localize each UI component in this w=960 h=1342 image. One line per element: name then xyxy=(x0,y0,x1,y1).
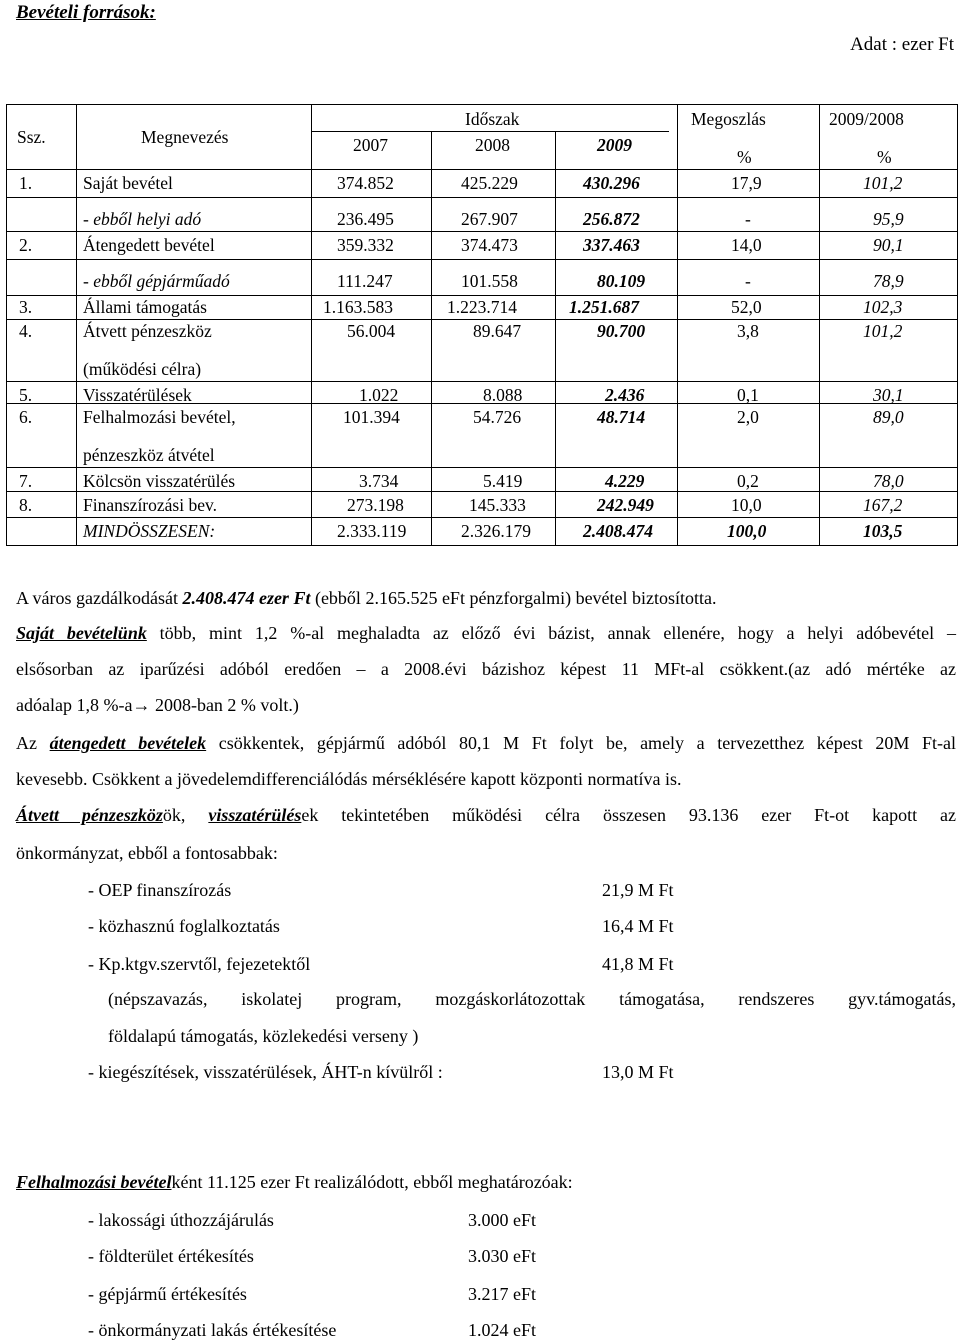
row3-2007: 1.163.583 xyxy=(323,297,393,317)
list1-item-value: 16,4 M Ft xyxy=(602,916,674,936)
paragraph-received-line2: önkormányzat, ebből a fontosabbak: xyxy=(16,843,278,863)
row6-name: Felhalmozási bevétel, xyxy=(83,407,236,427)
revenue-table xyxy=(6,104,958,546)
row2-share: 14,0 xyxy=(731,235,762,255)
row4-share: 3,8 xyxy=(737,321,759,341)
row1a-2007: 236.495 xyxy=(337,209,394,229)
row6-no: 6. xyxy=(19,407,33,427)
row1-name: Saját bevétel xyxy=(83,173,173,193)
row1-2009: 430.296 xyxy=(583,173,640,193)
row1-ratio: 101,2 xyxy=(863,173,903,193)
row1a-share: - xyxy=(745,209,751,229)
row5-ratio: 30,1 xyxy=(873,385,904,405)
row7-2008: 5.419 xyxy=(483,471,523,491)
row6-share: 2,0 xyxy=(737,407,759,427)
row8-2008: 145.333 xyxy=(469,495,526,515)
row6-2008: 54.726 xyxy=(473,407,522,427)
row1a-2008: 267.907 xyxy=(461,209,518,229)
total-name: MINDÖSSZESEN: xyxy=(83,521,216,541)
row4-name2: (működési célra) xyxy=(83,359,202,379)
list1-note-line2: földalapú támogatás, közlekedési verseny ) xyxy=(108,1026,419,1046)
list1-item-label: - közhasznú foglalkoztatás xyxy=(88,916,280,936)
row5-share: 0,1 xyxy=(737,385,759,405)
row6-2009: 48.714 xyxy=(597,407,646,427)
list2-item-label: - földterület értékesítés xyxy=(88,1246,254,1266)
row1a-ratio: 95,9 xyxy=(873,209,904,229)
row2a-ratio: 78,9 xyxy=(873,271,904,291)
row1-share: 17,9 xyxy=(731,173,762,193)
row6-name2: pénzeszköz átvétel xyxy=(83,445,215,465)
header-share: Megoszlás xyxy=(691,109,766,129)
header-period: Időszak xyxy=(465,109,520,129)
row7-ratio: 78,0 xyxy=(873,471,904,491)
list1-item-label: - Kp.ktgv.szervtől, fejezetektől xyxy=(88,954,311,974)
row2-ratio: 90,1 xyxy=(873,235,904,255)
row8-ratio: 167,2 xyxy=(863,495,903,515)
total-share: 100,0 xyxy=(727,521,767,541)
row3-2009: 1.251.687 xyxy=(569,297,639,317)
header-2009: 2009 xyxy=(597,135,632,155)
row2a-2007: 111.247 xyxy=(337,271,393,291)
row2-2007: 359.332 xyxy=(337,235,394,255)
row1-no: 1. xyxy=(19,173,33,193)
row7-share: 0,2 xyxy=(737,471,759,491)
list1-item-value: 21,9 M Ft xyxy=(602,880,674,900)
list2-item-value: 3.000 eFt xyxy=(468,1210,537,1230)
header-2007: 2007 xyxy=(353,135,388,155)
list2-item-label: - gépjármű értékesítés xyxy=(88,1284,247,1304)
header-name: Megnevezés xyxy=(141,127,229,147)
row1a-2009: 256.872 xyxy=(583,209,640,229)
row6-ratio: 89,0 xyxy=(873,407,904,427)
row7-2009: 4.229 xyxy=(605,471,645,491)
list1-extra-value: 13,0 M Ft xyxy=(602,1062,674,1082)
row2-2008: 374.473 xyxy=(461,235,518,255)
header-share-unit: % xyxy=(737,147,752,167)
row3-no: 3. xyxy=(19,297,33,317)
header-2008: 2008 xyxy=(475,135,510,155)
row2-2009: 337.463 xyxy=(583,235,640,255)
row2-no: 2. xyxy=(19,235,33,255)
paragraph-capital-revenue: Felhalmozási bevételként 11.125 ezer Ft realizálódott, ebből meghatározóak: xyxy=(16,1172,573,1192)
paragraph-transferred-line1: Az átengedett bevételek csökkentek, gépjármű adóból 80,1 M Ft folyt be, amely a tervezetthez képest 20M Ft-al xyxy=(16,733,957,753)
total-2008: 2.326.179 xyxy=(461,521,531,541)
row4-2008: 89.647 xyxy=(473,321,522,341)
paragraph-summary: A város gazdálkodását 2.408.474 ezer Ft (ebből 2.165.525 eFt pénzforgalmi) bevétel biztosította. xyxy=(16,588,717,608)
list2-item-value: 1.024 eFt xyxy=(468,1320,537,1340)
paragraph-own-revenue-line1: Saját bevételünk több, mint 1,2 %-al meghaladta az előző évi bázist, annak ellenére, hogy a helyi adóbevétel – xyxy=(16,623,957,643)
row4-ratio: 101,2 xyxy=(863,321,903,341)
row2a-2009: 80.109 xyxy=(597,271,646,291)
row7-name: Kölcsön visszatérülés xyxy=(83,471,236,491)
total-ratio: 103,5 xyxy=(863,521,903,541)
row2-name: Átengedett bevétel xyxy=(83,235,215,255)
row2a-share: - xyxy=(745,271,751,291)
row4-2007: 56.004 xyxy=(347,321,396,341)
row5-no: 5. xyxy=(19,385,33,405)
row2a-2008: 101.558 xyxy=(461,271,518,291)
row5-2008: 8.088 xyxy=(483,385,523,405)
row5-2009: 2.436 xyxy=(605,385,645,405)
row6-2007: 101.394 xyxy=(343,407,400,427)
row3-share: 52,0 xyxy=(731,297,762,317)
header-ssz: Ssz. xyxy=(17,127,46,147)
list1-item-label: - OEP finanszírozás xyxy=(88,880,232,900)
list2-item-label: - önkormányzati lakás értékesítése xyxy=(88,1320,337,1340)
row8-share: 10,0 xyxy=(731,495,762,515)
row1a-name: - ebből helyi adó xyxy=(83,209,202,229)
header-ratio: 2009/2008 xyxy=(829,109,904,129)
list1-extra-label: - kiegészítések, visszatérülések, ÁHT-n kívülről : xyxy=(88,1062,443,1082)
row7-no: 7. xyxy=(19,471,33,491)
row8-2009: 242.949 xyxy=(597,495,654,515)
unit-label: Adat : ezer Ft xyxy=(850,34,954,55)
row5-2007: 1.022 xyxy=(359,385,399,405)
row8-2007: 273.198 xyxy=(347,495,404,515)
row1-2008: 425.229 xyxy=(461,173,518,193)
row4-no: 4. xyxy=(19,321,33,341)
paragraph-own-revenue-line2: elsősorban az iparűzési adóból eredően – a 2008.évi bázishoz képest 11 MFt-al csökkent.(az adó mértéke az xyxy=(16,659,956,679)
row4-name: Átvett pénzeszköz xyxy=(83,321,212,341)
row5-name: Visszatérülések xyxy=(83,385,192,405)
list2-item-value: 3.030 eFt xyxy=(468,1246,537,1266)
row1-2007: 374.852 xyxy=(337,173,394,193)
row2a-name: - ebből gépjárműadó xyxy=(83,271,230,291)
row8-no: 8. xyxy=(19,495,33,515)
list2-item-label: - lakossági úthozzájárulás xyxy=(88,1210,274,1230)
paragraph-transferred-line2: kevesebb. Csökkent a jövedelemdifferenciálódás mérséklésére kapott központi normatíva is. xyxy=(16,769,682,789)
list2-item-value: 3.217 eFt xyxy=(468,1284,537,1304)
header-ratio-unit: % xyxy=(877,147,892,167)
section-title: Bevételi források: xyxy=(16,2,156,23)
row8-name: Finanszírozási bev. xyxy=(83,495,217,515)
row3-ratio: 102,3 xyxy=(863,297,903,317)
total-2007: 2.333.119 xyxy=(337,521,407,541)
row3-name: Állami támogatás xyxy=(83,297,207,317)
paragraph-received-line1: Átvett pénzeszközök, visszatérülések tekintetében működési célra összesen 93.136 ezer Ft-ot kapott az xyxy=(16,805,956,825)
row3-2008: 1.223.714 xyxy=(447,297,517,317)
row7-2007: 3.734 xyxy=(359,471,399,491)
total-2009: 2.408.474 xyxy=(583,521,653,541)
row4-2009: 90.700 xyxy=(597,321,646,341)
paragraph-own-revenue-line3: adóalap 1,8 %-a→ 2008-ban 2 % volt.) xyxy=(16,695,299,715)
list1-note-line1: (népszavazás, iskolatej program, mozgáskorlátozottak támogatása, rendszeres gyv.támogatás, xyxy=(108,989,956,1009)
list1-item-value: 41,8 M Ft xyxy=(602,954,674,974)
